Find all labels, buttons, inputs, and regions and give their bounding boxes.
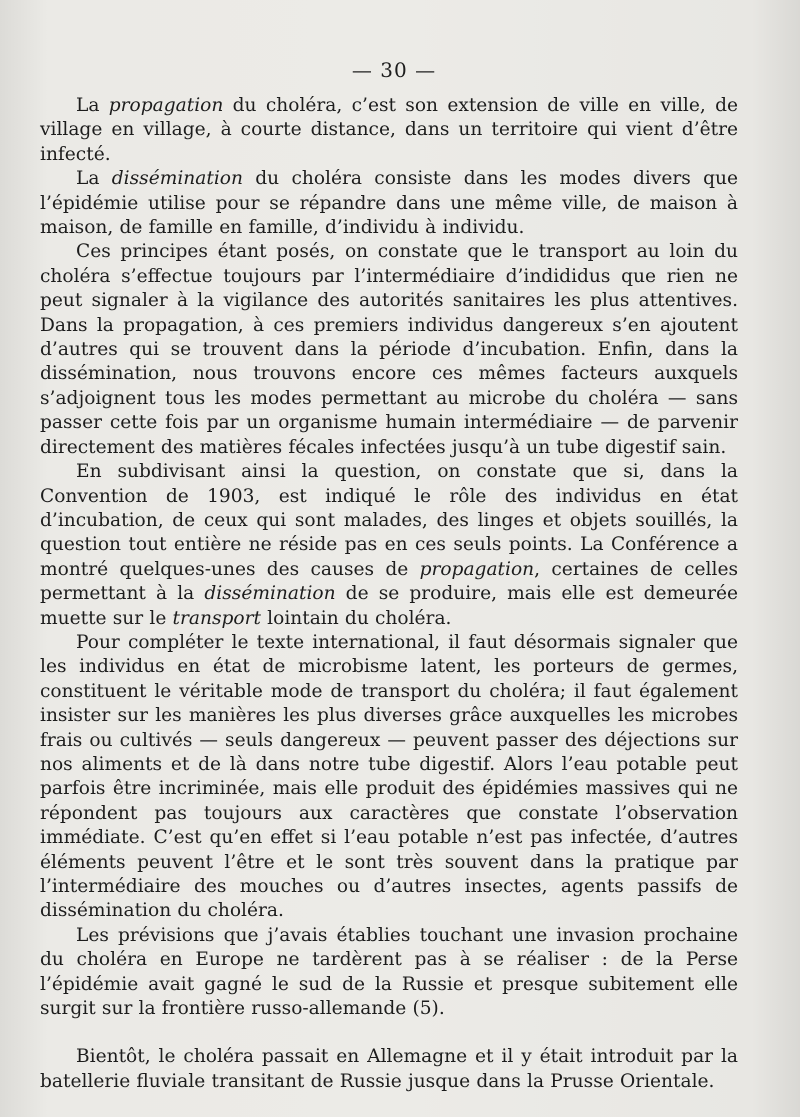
- paragraph: [40, 1045, 738, 1094]
- text-run: Ces principes étant posés, on constate que le transport au loin du choléra s’effectue toujours par l’intermédiaire d’indididus que rien ne peut signaler à la vigilance des autorités sanitaires les plus attentives. Dans la propagation, à ces premiers individus dangereux s’en ajoutent d’autres qui se trouvent dans la période d’incubation. Enfin, dans la dissémination, nous trouvons encore ces mêmes facteurs auxquels s’adjoignent tous les modes permettant au microbe du choléra — sans passer cette fois par un organisme humain intermédiaire — de parvenir directement des matières fécales infectées jusqu’à un tube digestif sain.: [40, 241, 738, 458]
- text-run: Les prévisions que j’avais établies touchant une invasion prochaine du choléra en Europe ne tardèrent pas à se réaliser : de la Perse l’épidémie avait gagné le sud de la Russie et presque subitement elle surgit sur la frontière russo-allemande (5).: [40, 924, 738, 1020]
- text-run: La: [76, 95, 109, 116]
- text-run: du choléra, c’est son extension de ville en ville, de village en village, à courte distance, dans un territoire qui vient d’être infecté.: [40, 95, 738, 165]
- paragraph-spacer: [40, 1021, 738, 1045]
- paragraph: [40, 460, 738, 631]
- text-run: , certaines de celles permettant à la: [40, 558, 738, 605]
- text-body: [40, 94, 738, 1094]
- italic-term: dissémination: [204, 583, 336, 605]
- paragraph: [40, 167, 738, 240]
- paragraph: [40, 94, 738, 167]
- paragraph: [40, 924, 738, 1022]
- italic-term: dissémination: [111, 168, 243, 190]
- italic-term: propagation: [108, 95, 224, 116]
- page-number: — 30 —: [351, 58, 437, 82]
- text-run: lointain du choléra.: [260, 607, 452, 629]
- text-run: En subdivisant ainsi la question, on constate que si, dans la Convention de 1903, est indiqué le rôle des individus en état d’incubation, de ceux qui sont malades, des linges et objets souillés, la question tout entière ne réside pas en ces seuls points. La Conférence a montré quelques-unes des causes de: [40, 461, 738, 580]
- text-run: La: [76, 168, 112, 190]
- text-run: Pour compléter le texte international, il faut désormais signaler que les individus en état de microbisme latent, les porteurs de germes, constituent le véritable mode de transport du choléra; il faut également insister sur les manières les plus diverses grâce auxquelles les microbes frais ou cultivés — seuls dangereux — peuvent passer des déjections sur nos aliments et de là dans notre tube digestif. Alors l’eau potable peut parfois être incriminée, mais elle produit des épidémies massives qui ne répondent pas toujours aux caractères que constate l’observation immédiate. C’est qu’en effet si l’eau potable n’est pas infectée, d’autres éléments peuvent l’être et le sont très souvent dans la pratique par l’intermédiaire des mouches ou d’autres insectes, agents passifs de dissémination du choléra.: [40, 631, 738, 922]
- text-run: Bientôt, le choléra passait en Allemagne et il y était introduit par la batellerie fluviale transitant de Russie jusque dans la Prusse Orientale.: [40, 1046, 738, 1092]
- text-run: du choléra consiste dans les modes divers que l’épidémie utilise pour se répandre dans une même ville, de maison à maison, de famille en famille, d’individu à individu.: [40, 168, 738, 239]
- italic-term: propagation: [419, 558, 535, 580]
- paragraph: [40, 240, 738, 460]
- text-run: de se produire, mais elle est demeurée muette sur le: [40, 583, 739, 629]
- italic-term: transport: [172, 607, 261, 629]
- paragraph: [40, 631, 738, 924]
